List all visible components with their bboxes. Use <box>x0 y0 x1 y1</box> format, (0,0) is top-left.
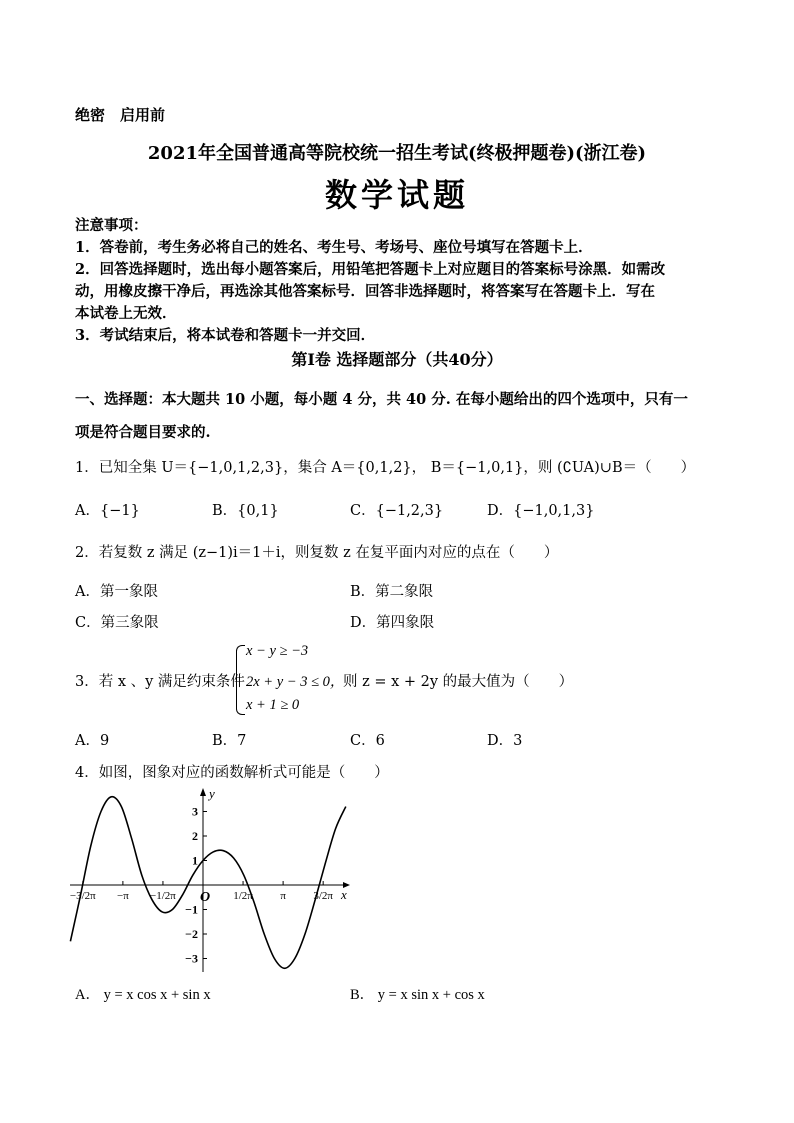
question-4-stem: 4．如图，图象对应的函数解析式可能是（ ） <box>75 765 389 781</box>
note-item: 2．回答选择题时，选出每小题答案后，用铅笔把答题卡上对应题目的答案标号涂黑．如需改 <box>75 261 666 278</box>
note-item: 本试卷上无效． <box>75 305 177 322</box>
q2-option-c: C．第三象限 <box>75 615 159 631</box>
question-3-stem: 3．若 x 、y 满足约束条件 <box>75 674 245 690</box>
x-tick-label: −π <box>117 890 129 902</box>
note-item: 动，用橡皮擦干净后，再选涂其他答案标号．回答非选择题时，将答案写在答题卡上．写在 <box>75 283 655 300</box>
q2-option-a: A．第一象限 <box>75 584 158 600</box>
graph-axes <box>70 788 350 972</box>
y-tick-label: 1 <box>192 853 198 868</box>
function-curve <box>70 797 345 969</box>
question-1-stem: 1．已知全集 U＝{−1,0,1,2,3}，集合 A＝{0,1,2}， B＝{−1,0,1}，则 (∁UA)∪B＝（ ） <box>75 460 696 476</box>
q3-option-a: A．9 <box>75 733 110 749</box>
note-item: 3．考试结束后，将本试卷和答题卡一并交回． <box>75 327 376 344</box>
constraint-brace <box>236 645 245 715</box>
graph-curve-layer <box>70 797 345 969</box>
x-tick-label: 1/2π <box>233 890 253 902</box>
section-intro-cont: 项是符合题目要求的. <box>75 424 211 441</box>
subject-title: 数学试题 <box>324 176 469 214</box>
question-3-ask: 则 z = x + 2y 的最大值为（ ） <box>343 674 574 690</box>
y-tick-label: −2 <box>185 927 198 941</box>
constraint-2: 2x + y − 3 ≤ 0， <box>246 674 345 690</box>
q2-option-b: B．第二象限 <box>350 584 434 600</box>
function-graph <box>65 782 355 977</box>
constraint-3: x + 1 ≥ 0 <box>246 697 300 713</box>
q1-option-c: C．{−1,2,3} <box>350 503 444 519</box>
x-tick-label: −3/2π <box>69 890 96 902</box>
x-tick-label: π <box>280 890 286 902</box>
question-2-stem: 2．若复数 z 满足 (z−1)i＝1＋i，则复数 z 在复平面内对应的点在（ ） <box>75 545 559 561</box>
x-tick-label: 3/2π <box>313 890 333 902</box>
confidential-label: 绝密 启用前 <box>75 106 166 124</box>
y-axis-arrow <box>200 788 206 796</box>
q4-option-b: B． y = x sin x + cos x <box>350 987 485 1003</box>
q3-option-d: D．3 <box>487 733 523 749</box>
section-intro: 一、选择题：本大题共 10 小题，每小题 4 分，共 40 分. 在每小题给出的四个选项中，只有一 <box>75 391 688 408</box>
y-axis-label: y <box>209 786 215 801</box>
y-tick-label: 3 <box>192 804 198 819</box>
note-item: 1．答卷前，考生务必将自己的姓名、考生号、考场号、座位号填写在答题卡上． <box>75 239 593 256</box>
constraint-1: x − y ≥ −3 <box>246 643 309 659</box>
q2-option-d: D．第四象限 <box>350 615 435 631</box>
x-tick-label: −1/2π <box>150 890 176 902</box>
exam-title: 2021年全国普通高等院校统一招生考试(终极押题卷)(浙江卷) <box>147 143 647 164</box>
y-tick-label: 2 <box>192 829 198 843</box>
y-tick-label: −3 <box>185 951 198 966</box>
origin-label: O <box>200 890 211 905</box>
q1-option-b: B．{0,1} <box>212 503 279 519</box>
y-tick-label: −1 <box>185 902 198 917</box>
q4-option-a: A． y = x cos x + sin x <box>75 987 211 1003</box>
q1-option-d: D．{−1,0,1,3} <box>487 503 595 519</box>
q1-option-a: A．{−1} <box>75 503 140 519</box>
q3-option-c: C．6 <box>350 733 385 749</box>
q3-option-b: B．7 <box>212 733 247 749</box>
notes-heading: 注意事项： <box>75 217 148 234</box>
section-title: 第Ⅰ卷 选择题部分（共40分） <box>291 350 503 369</box>
x-axis-label: x <box>341 887 347 902</box>
